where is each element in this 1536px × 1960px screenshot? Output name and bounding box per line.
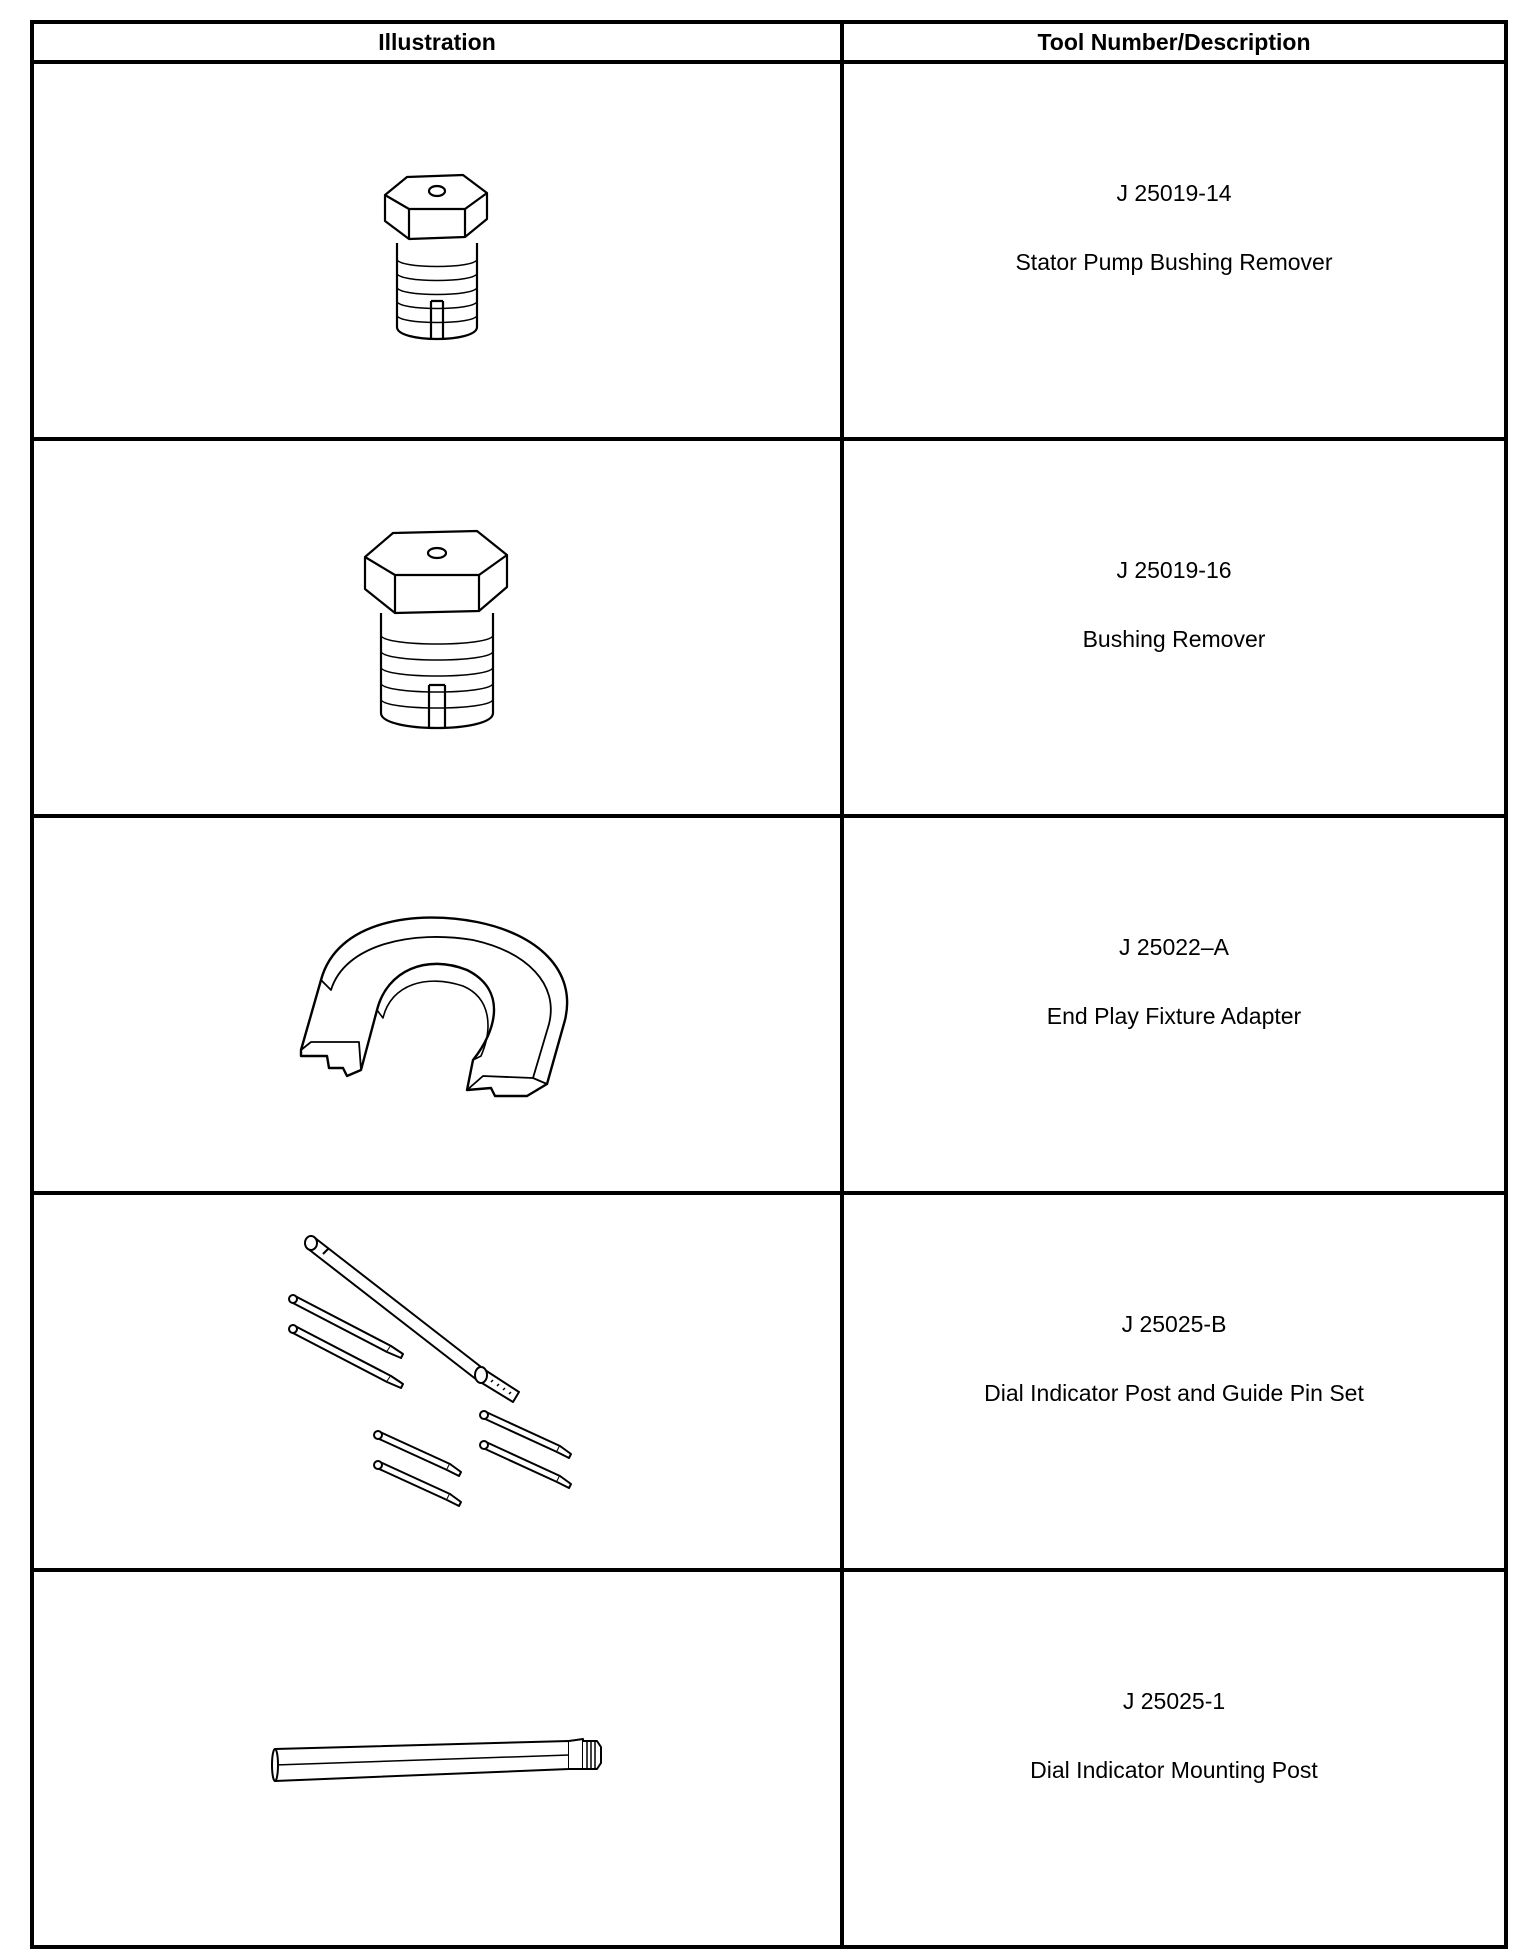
header-tool-description: Tool Number/Description bbox=[842, 22, 1506, 62]
description-cell bbox=[842, 1570, 1506, 1947]
table-row bbox=[32, 816, 1506, 1193]
table-row bbox=[32, 62, 1506, 439]
description-cell bbox=[842, 816, 1506, 1193]
post-and-pin-set-icon bbox=[277, 1232, 597, 1532]
tool-description: Dial Indicator Post and Guide Pin Set bbox=[984, 1379, 1364, 1406]
illustration-cell bbox=[32, 1193, 842, 1570]
tool-table bbox=[30, 20, 1508, 1949]
table-row bbox=[32, 439, 1506, 816]
description-cell bbox=[842, 439, 1506, 816]
tool-number: J 25019-16 bbox=[1116, 556, 1232, 583]
tool-number: J 25025-1 bbox=[1122, 1687, 1226, 1714]
description-cell bbox=[842, 62, 1506, 439]
tool-description: Stator Pump Bushing Remover bbox=[1015, 248, 1333, 275]
illustration-cell bbox=[32, 62, 842, 439]
table-row bbox=[32, 1193, 1506, 1570]
bushing-remover-small-icon bbox=[377, 151, 497, 351]
tool-description: Dial Indicator Mounting Post bbox=[1030, 1756, 1318, 1783]
description-cell bbox=[842, 1193, 1506, 1570]
mounting-post-icon bbox=[267, 1729, 607, 1789]
illustration-cell bbox=[32, 439, 842, 816]
tool-description: End Play Fixture Adapter bbox=[1046, 1002, 1302, 1029]
table-header-row bbox=[32, 22, 1506, 62]
tool-number: J 25025-B bbox=[1121, 1310, 1227, 1337]
tool-number: J 25019-14 bbox=[1116, 179, 1232, 206]
tool-number: J 25022–A bbox=[1119, 933, 1229, 960]
illustration-cell bbox=[32, 1570, 842, 1947]
bushing-remover-large-icon bbox=[357, 513, 517, 743]
table-row bbox=[32, 1570, 1506, 1947]
tool-description: Bushing Remover bbox=[1082, 625, 1266, 652]
u-shaped-adapter-icon bbox=[287, 900, 587, 1110]
illustration-cell bbox=[32, 816, 842, 1193]
header-illustration: Illustration bbox=[32, 22, 842, 62]
